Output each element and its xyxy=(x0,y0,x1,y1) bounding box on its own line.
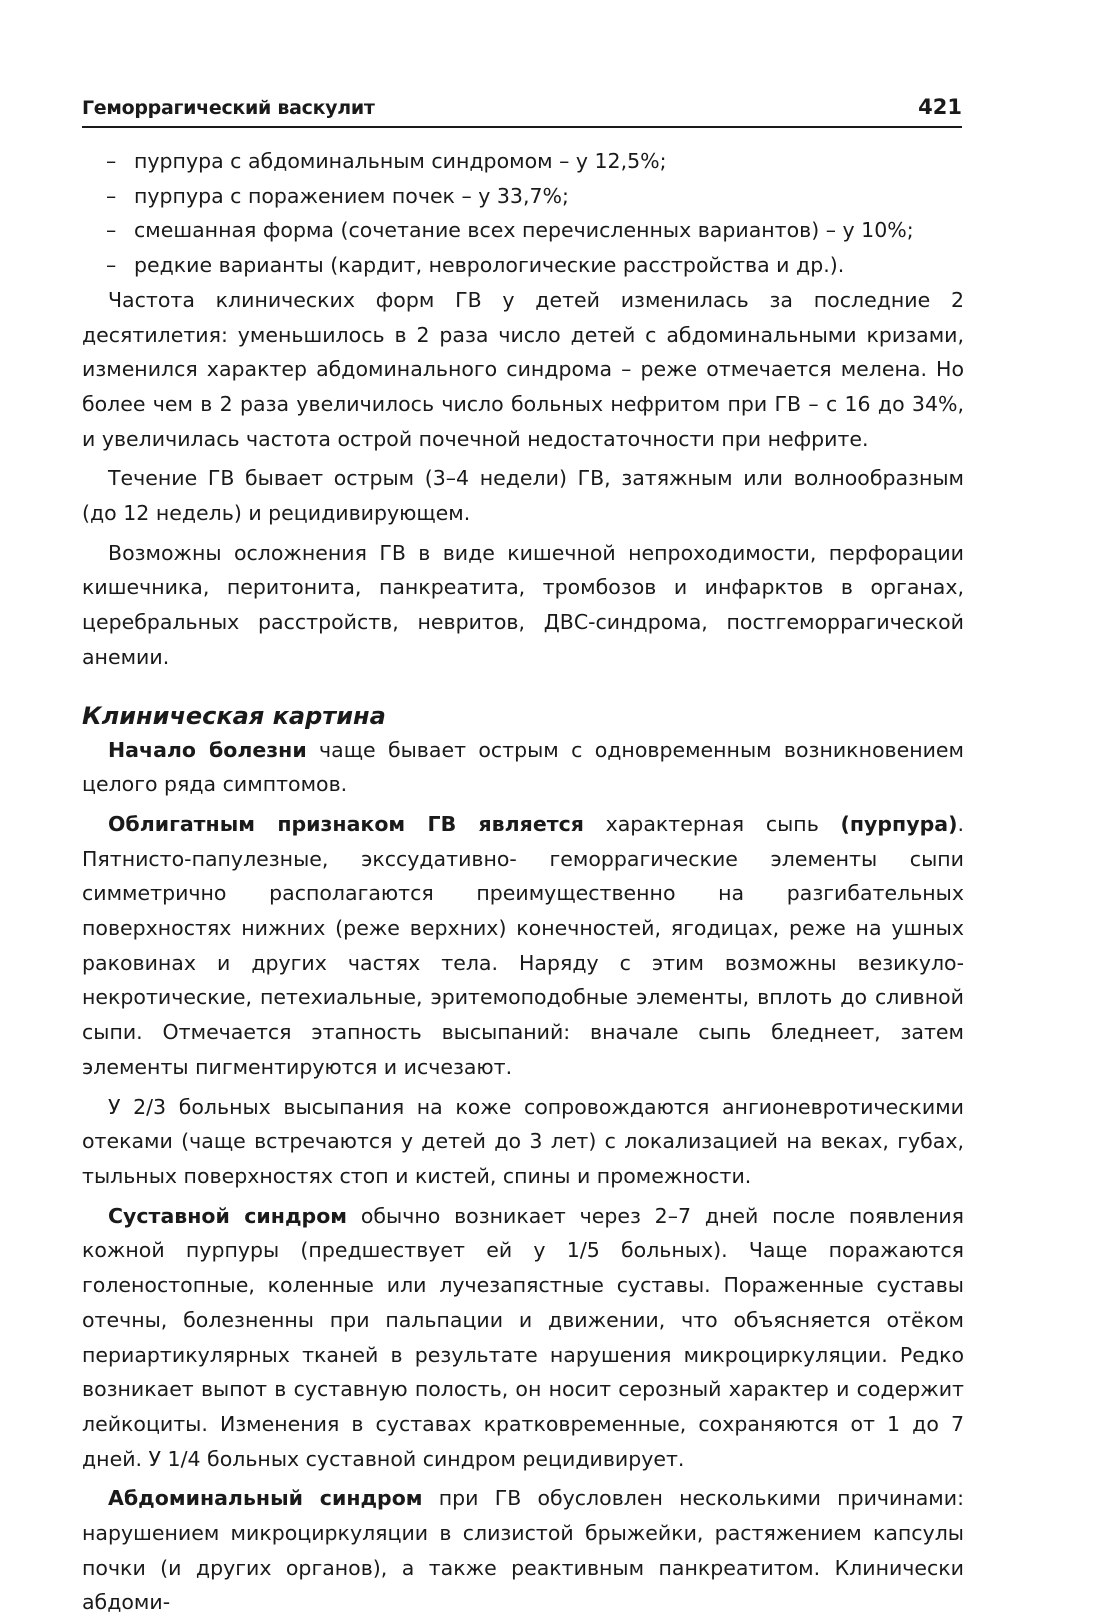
paragraph-purpura xyxy=(82,807,964,1085)
paragraph-angioedema: У 2/3 больных высыпания на коже сопровождаются ангионевротическими отеками (чаще встречаются у детей до 3 лет) с локализацией на веках, губах, тыльных поверхностях стоп и кистей, спины и промежности. xyxy=(82,1094,964,1188)
list-item xyxy=(82,248,964,283)
dash-bullet: – xyxy=(106,149,117,173)
page-body xyxy=(82,144,964,1620)
paragraph-text: при ГВ обусловлен несколькими причинами: нарушением микроциркуляции в слизистой брыжейки, растяжением капсулы почки (и других органов), а также реактивным панкреатитом. Клинически абдоми- xyxy=(82,1486,965,1615)
dash-bullet: – xyxy=(106,183,117,208)
list-item xyxy=(82,213,964,248)
list-item-text: пурпура с абдоминальным синдромом – у 12,5%; xyxy=(134,149,667,173)
paragraph-text: обычно возникает через 2–7 дней после появления кожной пурпуры (предшествует ей у 1/5 больных). Чаще поражаются голеностопные, коленные или лучезапястные суставы. Пораженные суставы отечны, болезненны при пальпации и движении, что объясняется отёком периартикулярных тканей в результате нарушения микроциркуляции. Редко возникает выпот в суставную полость, он носит серозный характер и содержит лейкоциты. Изменения в суставах кратковременные, сохраняются от 1 до 7 дней. У 1/4 больных суставной синдром рецидивирует. xyxy=(82,1203,965,1471)
page-header xyxy=(82,88,962,128)
paragraph-onset xyxy=(82,733,964,802)
running-title: Геморрагический васкулит xyxy=(82,97,375,119)
bold-term: Суставной синдром xyxy=(108,1203,348,1228)
forms-list xyxy=(82,144,964,283)
paragraph-complications: Возможны осложнения ГВ в виде кишечной непроходимости, перфорации кишечника, перитонита, панкреатита, тромбозов и инфарктов в органах, церебральных расстройств, невритов, ДВС-синдрома, постгеморрагической анемии. xyxy=(82,540,964,669)
paragraph-course: Течение ГВ бывает острым (3–4 недели) ГВ, затяжным или волнообразным (до 12 недель) и рецидивирующем. xyxy=(82,466,964,526)
paragraph-text: чаще бывает острым с одновременным возникновением целого ряда симптомов. xyxy=(82,737,965,797)
bold-term: Начало болезни xyxy=(108,737,307,762)
dash-bullet: – xyxy=(106,218,117,243)
paragraph-frequency: Частота клинических форм ГВ у детей изменилась за последние 2 десятилетия: уменьшилось в 2 раза число детей с абдоминальными кризами, изменился характер абдоминального синдрома – реже отмечается мелена. Но более чем в 2 раза увеличилось число больных нефритом при ГВ – с 16 до 34%, и увеличилась частота острой почечной недостаточности при нефрите. xyxy=(82,287,964,451)
bold-term: (пурпура) xyxy=(840,811,958,836)
bold-term: Облигатным признаком ГВ является xyxy=(108,811,584,836)
section-heading: Клиническая картина xyxy=(82,701,386,730)
page-number: 421 xyxy=(918,95,962,119)
paragraph-abdominal-syndrome xyxy=(82,1481,964,1620)
dash-bullet: – xyxy=(106,253,117,278)
list-item-text: смешанная форма (сочетание всех перечисленных вариантов) – у 10%; xyxy=(134,218,914,243)
paragraph-joint-syndrome xyxy=(82,1199,964,1477)
list-item-text: редкие варианты (кардит, неврологические расстройства и др.). xyxy=(134,253,845,278)
paragraph-text: . Пятнисто-папулезные, экссудативно- геморрагические элементы сыпи симметрично располагаются преимущественно на разгибательных поверхностях нижних (реже верхних) конечностей, ягодицах, реже на ушных раковинах и других частях тела. Наряду с этим возможны везикуло-некротические, петехиальные, эритемоподобные элементы, вплоть до сливной сыпи. Отмечается этапность высыпаний: вначале сыпь бледнеет, затем элементы пигментируются и исчезают. xyxy=(82,811,964,1079)
list-item xyxy=(82,179,964,214)
paragraph-text: характерная сыпь xyxy=(583,811,841,836)
bold-term: Абдоминальный синдром xyxy=(108,1486,423,1511)
list-item xyxy=(82,144,964,179)
list-item-text: пурпура с поражением почек – у 33,7%; xyxy=(134,183,569,208)
